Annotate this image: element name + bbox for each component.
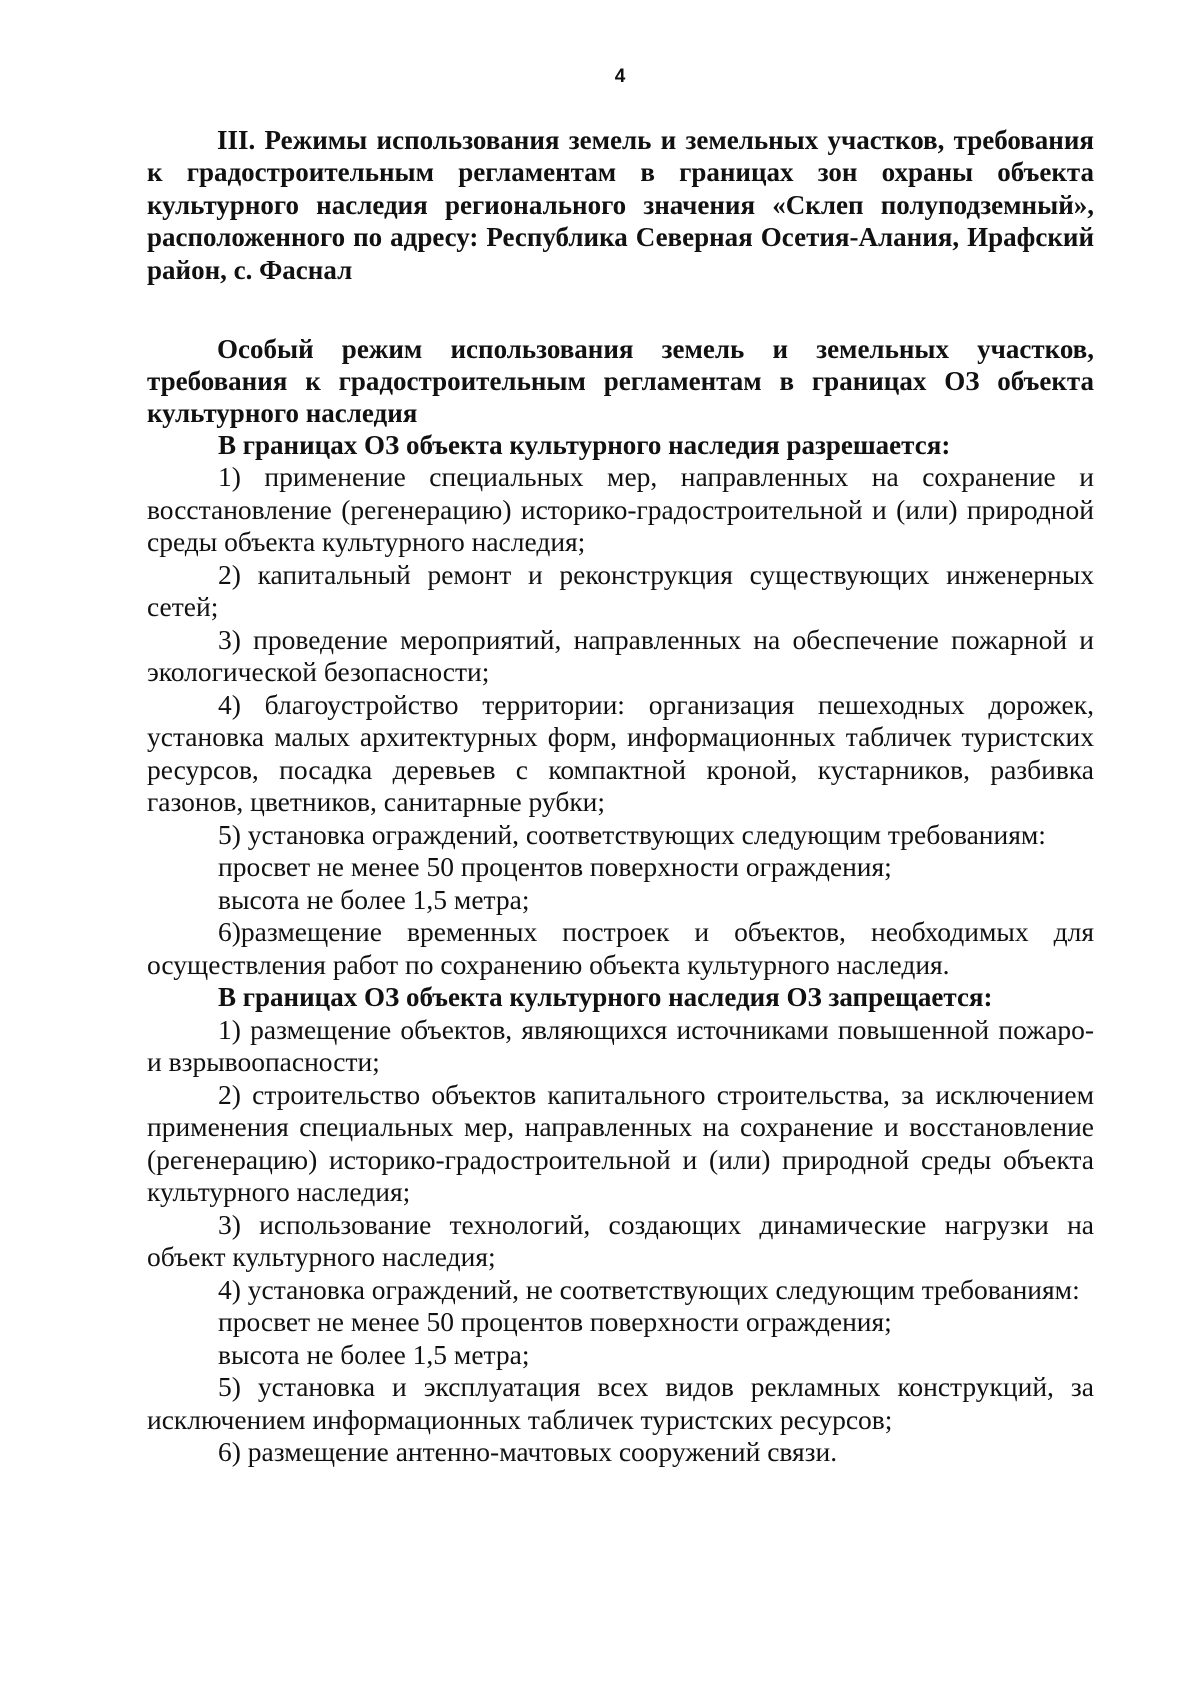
allowed-item: 1) применение специальных мер, направленных на сохранение и восстановление (регенерацию) историко-градостроительной и (или) природной среды объекта культурного наследия; [147,461,1094,558]
section-title: III. Режимы использования земель и земельных участков, требования к градостроительным регламентам в границах зон охраны объекта культурного наследия регионального значения «Склеп полуподземный», расположенного по адресу: Республика Северная Осетия-Алания, Ирафский район, с. Фаснал [147,125,1094,285]
prohibited-heading: В границах ОЗ объекта культурного наследия ОЗ запрещается: [218,982,993,1013]
prohibited-item: 6) размещение антенно-мачтовых сооружений связи. [218,1436,838,1468]
prohibited-item: 3) использование технологий, создающих динамические нагрузки на объект культурного наследия; [147,1208,1094,1273]
prohibited-item: 2) строительство объектов капитального строительства, за исключением применения специальных мер, направленных на сохранение и восстановление (регенерацию) историко-градостроительной и (или) природной среды объекта культурного наследия; [147,1078,1094,1208]
allowed-heading: В границах ОЗ объекта культурного наследия разрешается: [218,430,951,461]
prohibited-item: 1) размещение объектов, являющихся источниками повышенной пожаро- и взрывоопасности; [147,1013,1094,1078]
prohibited-item: 4) установка ограждений, не соответствующих следующим требованиям: [218,1273,1080,1305]
prohibited-requirement: высота не более 1,5 метра; [218,1338,530,1370]
page-number: 4 [614,66,626,87]
allowed-item: 5) установка ограждений, соответствующих следующим требованиям: [218,818,1046,850]
allowed-item: 2) капитальный ремонт и реконструкция существующих инженерных сетей; [147,558,1094,623]
subsection-title: Особый режим использования земель и земельных участков, требования к градостроительным регламентам в границах ОЗ объекта культурного наследия [147,334,1094,429]
allowed-item: 3) проведение мероприятий, направленных на обеспечение пожарной и экологической безопасности; [147,623,1094,688]
allowed-item: 4) благоустройство территории: организация пешеходных дорожек, установка малых архитектурных форм, информационных табличек туристских ресурсов, посадка деревьев с компактной кроной, кустарников, разбивка газонов, цветников, санитарные рубки; [147,688,1094,818]
prohibited-requirement: просвет не менее 50 процентов поверхности ограждения; [218,1306,892,1338]
prohibited-item: 5) установка и эксплуатация всех видов рекламных конструкций, за исключением информационных табличек туристских ресурсов; [147,1371,1094,1435]
allowed-requirement: высота не более 1,5 метра; [218,883,530,915]
allowed-item: 6)размещение временных построек и объектов, необходимых для осуществления работ по сохранению объекта культурного наследия. [147,916,1094,980]
document-body [147,124,1094,1469]
allowed-requirement: просвет не менее 50 процентов поверхности ограждения; [218,851,892,883]
